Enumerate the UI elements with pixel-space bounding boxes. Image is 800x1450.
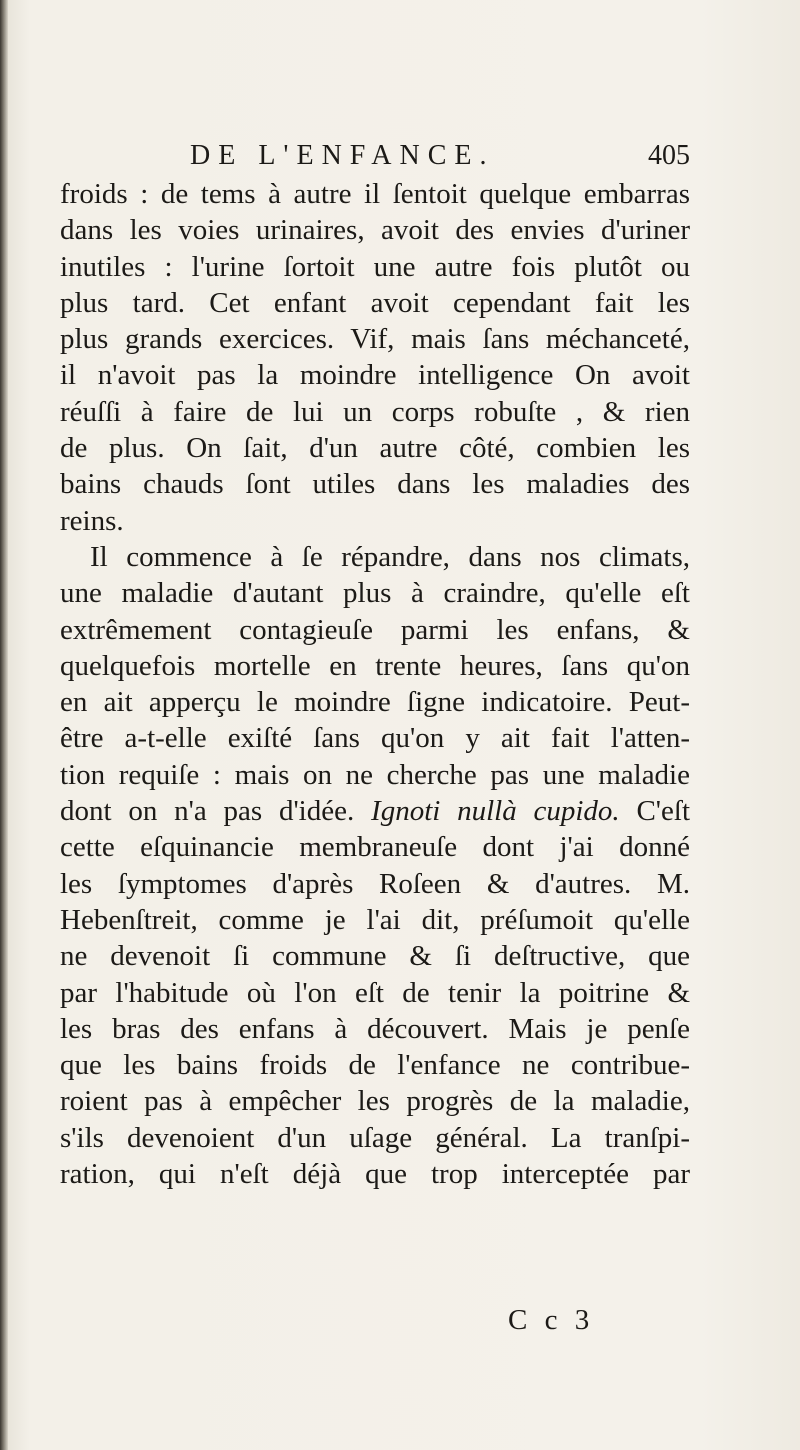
text-line: s'ils devenoient d'un uſage général. La tranſpi-: [60, 1121, 690, 1154]
text-line: plus grands exercices. Vif, mais ſans méchanceté,: [60, 323, 690, 356]
text-line: en ait apperçu le moindre ſigne indicatoire. Peut-: [60, 686, 690, 719]
text-line: inutiles : l'urine ſortoit une autre fois plutôt ou: [60, 250, 690, 283]
line-tail: C'eſt: [636, 795, 690, 828]
text-line-with-latin-quote: [60, 793, 690, 829]
text-line: de plus. On ſait, d'un autre côté, combien les: [60, 432, 690, 465]
paragraph-start-line: Il commence à ſe répandre, dans nos climats,: [90, 540, 690, 573]
text-line: reins.: [60, 504, 124, 537]
text-line: extrêmement contagieuſe parmi les enfans, &: [60, 613, 690, 646]
latin-quotation: Ignoti nullà cupido.: [371, 795, 620, 828]
text-line: par l'habitude où l'on eſt de tenir la poitrine &: [60, 976, 690, 1009]
text-line: tion requiſe : mais on ne cherche pas une maladie: [60, 758, 690, 791]
page-header: [60, 140, 690, 180]
text-line: ration, qui n'eſt déjà que trop interceptée par: [60, 1158, 690, 1191]
text-line: Hebenſtreit, comme je l'ai dit, préſumoit qu'elle: [60, 903, 690, 936]
body-text: [60, 176, 690, 1192]
page-number: 405: [648, 140, 690, 171]
text-line: réuſſi à faire de lui un corps robuſte , & rien: [60, 395, 690, 428]
text-line: froids : de tems à autre il ſentoit quelque embarras: [60, 178, 690, 210]
text-line: que les bains froids de l'enfance ne contribue-: [60, 1049, 690, 1082]
text-line: les bras des enfans à découvert. Mais je penſe: [60, 1012, 690, 1045]
page-gutter-shadow: [0, 0, 8, 1450]
text-line: roient pas à empêcher les progrès de la maladie,: [60, 1085, 690, 1118]
text-line: bains chauds ſont utiles dans les maladies des: [60, 468, 690, 501]
running-head: DE L'ENFANCE.: [190, 140, 495, 171]
text-line: ne devenoit ſi commune & ſi deſtructive, que: [60, 940, 690, 973]
printer-signature-mark: C c 3: [508, 1304, 595, 1336]
text-line: il n'avoit pas la moindre intelligence On avoit: [60, 359, 690, 392]
text-line: cette eſquinancie membraneuſe dont j'ai donné: [60, 831, 690, 864]
line-text: dont on n'a pas d'idée.: [60, 795, 355, 828]
text-line: les ſymptomes d'après Roſeen & d'autres. M.: [60, 867, 690, 900]
text-line: quelquefois mortelle en trente heures, ſans qu'on: [60, 649, 690, 682]
text-line: dans les voies urinaires, avoit des envies d'uriner: [60, 214, 690, 247]
text-line: être a-t-elle exiſté ſans qu'on y ait fait l'atten-: [60, 722, 690, 755]
text-line: une maladie d'autant plus à craindre, qu'elle eſt: [60, 577, 690, 610]
text-line: plus tard. Cet enfant avoit cependant fait les: [60, 286, 690, 319]
